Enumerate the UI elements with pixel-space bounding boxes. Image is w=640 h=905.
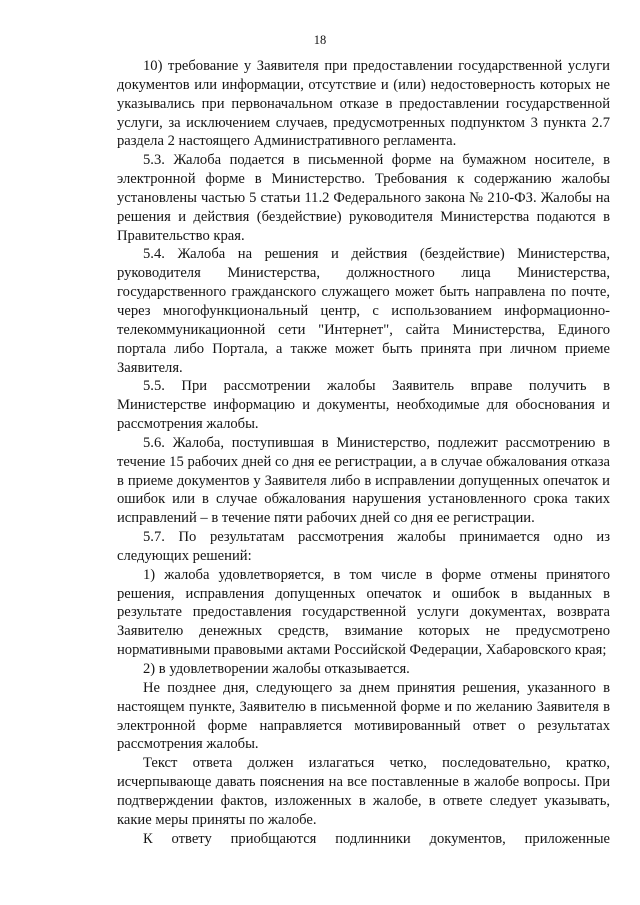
paragraph-attachments: К ответу приобщаются подлинники документов, приложенные <box>143 830 610 847</box>
page-number: 18 <box>313 33 327 47</box>
paragraph-5-7-option-1: 1) жалоба удовлетворяется, в том числе в форме отмены принятого решения, исправления допущенных опечаток и ошибок в выданных в результате предоставления государственной услуги документах, возврата Заявителю денежных средств, взимание которых не предусмотрено нормативными правовыми актами Российской Федерации, Хабаровского края; <box>117 566 610 659</box>
document-body <box>117 57 610 848</box>
paragraph-5-7: 5.7. По результатам рассмотрения жалобы принимается одно из следующих решений: <box>117 529 610 564</box>
paragraph-5-3: 5.3. Жалоба подается в письменной форме на бумажном носителе, в электронной форме в Министерство. Требования к содержанию жалобы установлены частью 5 статьи 11.2 Федерального закона № 210-ФЗ. Жалобы на решения и действия (бездействие) руководителя Министерства подаются в Правительство края. <box>117 152 610 244</box>
paragraph-item-10: 10) требование у Заявителя при предоставлении государственной услуги документов или информации, отсутствие и (или) недостоверность которых не указывались при первоначальном отказе в предоставлении государственной услуги, за исключением случаев, предусмотренных подпунктом 3 пункта 2.7 раздела 2 настоящего Административного регламента. <box>117 58 610 150</box>
paragraph-answer-deadline: Не позднее дня, следующего за днем принятия решения, указанного в настоящем пункте, Заявителю в письменной форме и по желанию Заявителя в электронной форме направляется мотивированный ответ о результатах рассмотрения жалобы. <box>117 679 610 753</box>
paragraph-5-4: 5.4. Жалоба на решения и действия (бездействие) Министерства, руководителя Министерства, должностного лица Министерства, государственного гражданского служащего может быть направлена по почте, через многофункциональный центр, с использованием информационно-телекоммуникационной сети "Интернет", сайта Министерства, Единого портала либо Портала, а также может быть принята при личном приеме Заявителя. <box>117 246 610 376</box>
paragraph-5-7-option-2: 2) в удовлетворении жалобы отказывается. <box>143 661 410 677</box>
paragraph-5-6: 5.6. Жалоба, поступившая в Министерство, подлежит рассмотрению в течение 15 рабочих дней со дня ее регистрации, а в случае обжалования отказа в приеме документов у Заявителя либо в исправлении допущенных опечаток и ошибок или в случае обжалования нарушения установленного срока таких исправлений – в течение пяти рабочих дней со дня ее регистрации. <box>117 434 610 527</box>
paragraph-answer-content: Текст ответа должен излагаться четко, последовательно, кратко, исчерпывающе давать пояснения на все поставленные в жалобе вопросы. При подтверждении фактов, изложенных в жалобе, в ответе следует указывать, какие меры приняты по жалобе. <box>117 755 610 828</box>
paragraph-5-5: 5.5. При рассмотрении жалобы Заявитель вправе получить в Министерстве информацию и документы, необходимые для обоснования и рассмотрения жалобы. <box>117 378 610 433</box>
